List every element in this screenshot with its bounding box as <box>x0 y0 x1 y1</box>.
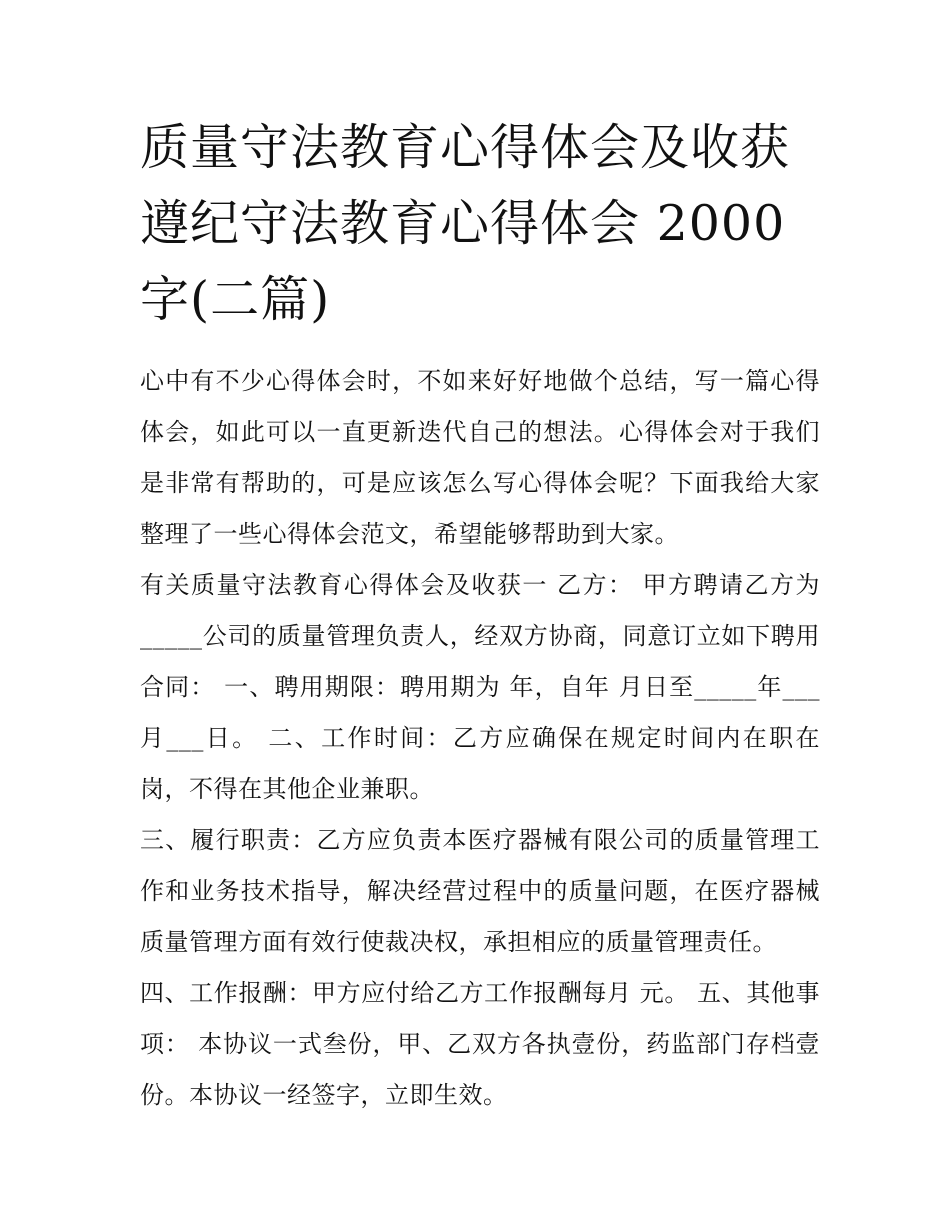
document-page <box>140 110 820 1121</box>
paragraph-contract: 有关质量守法教育心得体会及收获一 乙方： 甲方聘请乙方为_____公司的质量管理负责人，经双方协商，同意订立如下聘用合同： 一、聘用期限：聘用期为 年，自年 月日至_____年___月___日。 二、工作时间：乙方应确保在规定时间内在职在岗，不得在其他企业兼职。 <box>140 571 820 803</box>
paragraph-intro: 心中有不少心得体会时，不如来好好地做个总结，写一篇心得体会，如此可以一直更新迭代自己的想法。心得体会对于我们是非常有帮助的，可是应该怎么写心得体会呢？下面我给大家整理了一些心得体会范文，希望能够帮助到大家。 <box>140 367 820 548</box>
document-title: 质量守法教育心得体会及收获遵纪守法教育心得体会 2000 字(二篇) <box>140 119 791 328</box>
paragraph-payment: 四、工作报酬：甲方应付给乙方工作报酬每月 元。 五、其他事项： 本协议一式叁份，甲、乙双方各执壹份，药监部门存档壹份。本协议一经签字，立即生效。 <box>140 979 820 1109</box>
paragraph-duties: 三、履行职责：乙方应负责本医疗器械有限公司的质量管理工作和业务技术指导，解决经营过程中的质量问题，在医疗器械质量管理方面有效行使裁决权，承担相应的质量管理责任。 <box>140 826 820 956</box>
